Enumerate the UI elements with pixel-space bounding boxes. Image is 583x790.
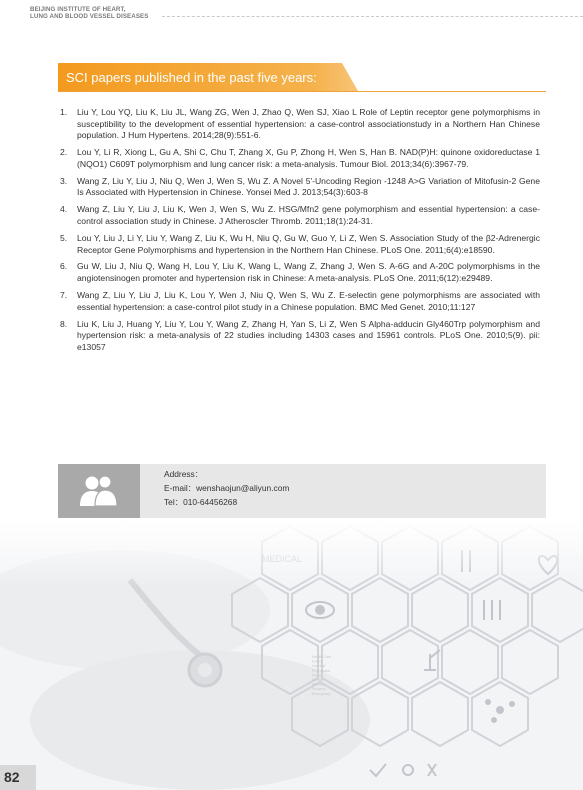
reference-number: 4. bbox=[60, 204, 68, 215]
reference-item bbox=[60, 107, 540, 142]
page-number: 82 bbox=[4, 769, 20, 785]
reference-number: 1. bbox=[60, 107, 68, 117]
reference-text: Gu W, Liu J, Niu Q, Wang H, Lou Y, Liu K, Wang L, Wang Z, Zhang J, Wen S. A-6G and A-20C polymorphisms in the angiotensinogen promoter and hypertension risk in Chinese: A meta-analysis. PLoS One. 2011;6(12):e29489. bbox=[77, 261, 540, 284]
reference-text: Liu K, Liu J, Huang Y, Liu Y, Lou Y, Wang Z, Zhang H, Yan S, Li Z, Wen S Alpha-adducin Gly460Trp polymorphism and hypertension risk: a meta-analysis of 22 studies including 14303 cases and 15961 controls. PLoS One. 2010;5(9). pii: e13057 bbox=[77, 318, 540, 352]
reference-number: 2. bbox=[60, 147, 68, 158]
reference-item bbox=[60, 233, 540, 256]
reference-text: Wang Z, Liu Y, Liu J, Liu K, Wen J, Wen S, Wu Z. HSG/Mfn2 gene polymorphism and essential hypertension: a case-control association study in Chinese. J Atheroscler Thromb. 2011;18(1):24-31. bbox=[77, 204, 540, 226]
reference-item bbox=[60, 319, 540, 354]
contact-address: Address： bbox=[164, 469, 204, 479]
contact-phone: Tel：010-64456268 bbox=[164, 497, 238, 507]
header-divider bbox=[162, 16, 583, 17]
reference-item bbox=[60, 290, 540, 313]
reference-number: 8. bbox=[60, 318, 68, 329]
contact-icon-panel bbox=[58, 464, 140, 518]
institution-name-line2: LUNG AND BLOOD VESSEL DISEASES bbox=[30, 13, 149, 21]
reference-item bbox=[60, 261, 540, 284]
institution-name-line1: BEIJING INSTITUTE OF HEART, bbox=[30, 6, 126, 13]
section-divider bbox=[58, 91, 546, 92]
reference-item bbox=[60, 147, 540, 170]
reference-text: Wang Z, Liu Y, Liu J, Niu Q, Wen J, Wen S, Wu Z. A Novel 5'-Uncoding Region -1248 A>G Variation of Mitofusin-2 Gene Is Associated with Hypertension in Chinese. Yonsei Med J. 2013;54(3):603-8 bbox=[77, 175, 540, 198]
reference-number: 5. bbox=[60, 232, 68, 243]
reference-item bbox=[60, 204, 540, 227]
contact-email[interactable]: E-mail：wenshaojun@aliyun.com bbox=[164, 483, 290, 493]
reference-text: Lou Y, Liu J, Li Y, Liu Y, Wang Z, Liu K, Wu H, Niu Q, Gu W, Guo Y, Li Z, Wen S. Association Study of the β2-Adrenergic Receptor Gene Polymorphisms and hypertension in the Northern Han Chinese. PLoS One. 2011;6(4):e18590. bbox=[77, 232, 540, 255]
reference-text: Wang Z, Liu Y, Liu J, Liu K, Lou Y, Wen J, Niu Q, Wen S, Wu Z. E-selectin gene polymorphisms are associated with essential hypertension: a case-control pilot study in a Chinese population. BMC Med Genet. 2010;11:127 bbox=[77, 290, 540, 312]
section-title: SCI papers published in the past five years: bbox=[66, 70, 317, 85]
reference-number: 7. bbox=[60, 290, 68, 301]
institution-name bbox=[30, 6, 149, 20]
reference-item bbox=[60, 176, 540, 199]
reference-number: 3. bbox=[60, 175, 68, 186]
reference-text: Lou Y, Li R, Xiong L, Gu A, Shi C, Chu T, Zhang X, Gu P, Zhong H, Wen S, Han B. NAD(P)H: quinone oxidoreductase 1 (NQO1) C609T polymorphism and lung cancer risk: a meta-analysis. Tumour Biol. 2013;34(6):3967-79. bbox=[77, 147, 540, 169]
medical-background-image bbox=[0, 520, 583, 790]
reference-text: Liu Y, Lou YQ, Liu K, Liu JL, Wang ZG, Wen J, Zhao Q, Wen SJ, Xiao L Role of Leptin receptor gene polymorphisms in susceptibility to the development of essential hypertension: a case-control associationstudy in a Northern Han Chinese population. J Hum Hypertens. 2014;28(9):551-6. bbox=[77, 107, 540, 141]
reference-number: 6. bbox=[60, 261, 68, 272]
reference-list bbox=[60, 107, 540, 359]
people-icon bbox=[78, 473, 120, 509]
